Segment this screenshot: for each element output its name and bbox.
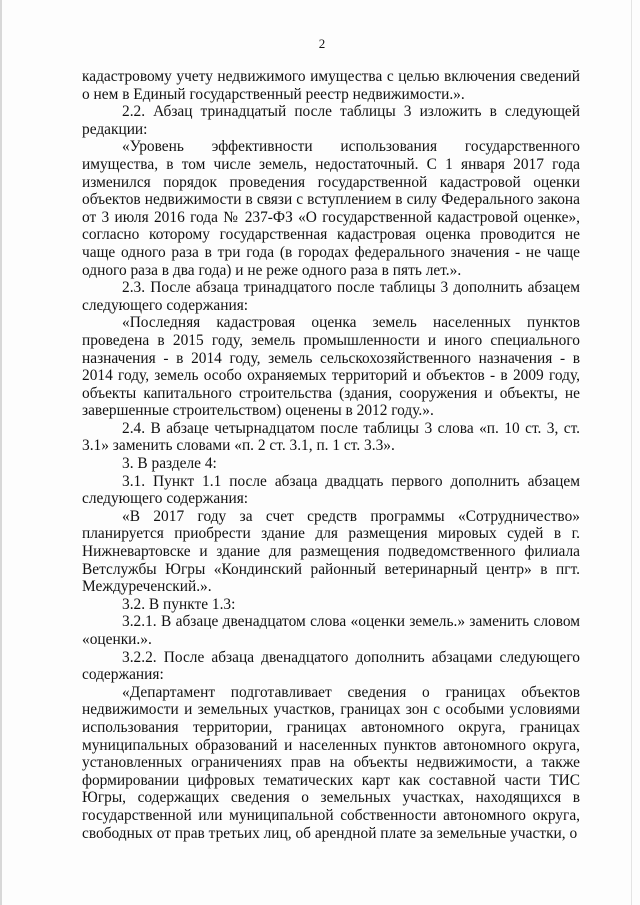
page-number: 2 bbox=[318, 36, 326, 51]
paragraph-3-1: 3.1. Пункт 1.1 после абзаца двадцать первого дополнить абзацем следующего содержания: bbox=[82, 472, 580, 508]
paragraph-3-2-2: 3.2.2. После абзаца двенадцатого дополнить абзацами следующего содержания: bbox=[82, 648, 580, 684]
paragraph-2-2: 2.2. Абзац тринадцатый после таблицы 3 изложить в следующей редакции: bbox=[82, 103, 580, 138]
paragraph-quote-2017: «В 2017 году за счет средств программы «Сотрудничество» планируется приобрести здание для размещения мировых судей в г. Нижневартовске и здание для размещения подведомственного филиала Ветслужбы Югры «Кондинский районный ветеринарный центр» в пгт. Междуреченский.». bbox=[82, 507, 580, 596]
paragraph-2-3: 2.3. После абзаца тринадцатого после таблицы 3 дополнить абзацем следующего содержания: bbox=[82, 279, 580, 314]
document-body bbox=[82, 68, 580, 842]
paragraph-quote-department: «Департамент подготавливает сведения о границах объектов недвижимости и земельных участков, границах зон с особыми условиями использования территории, границах автономного округа, границах муниципальных образований и населенных пунктов автономного округа, установленных ограничениях прав на объекты недвижимости, а также формировании цифровых тематических карт как составной части ТИС Югры, содержащих сведения о земельных участках, находящихся в государственной или муниципальной собственности автономного округа, свободных от прав третьих лиц, об арендной плате за земельные участки, о bbox=[82, 683, 580, 842]
paragraph-continuation: кадастровому учету недвижимого имущества с целью включения сведений о нем в Единый государственный реестр недвижимости.». bbox=[82, 68, 580, 103]
paragraph-3-2-1: 3.2.1. В абзаце двенадцатом слова «оценки земель.» заменить словом «оценки.». bbox=[82, 613, 580, 648]
paragraph-3: 3. В разделе 4: bbox=[122, 455, 217, 473]
paragraph-quote-efficiency: «Уровень эффективности использования государственного имущества, в том числе земель, недостаточный. С 1 января 2017 года изменился порядок проведения государственной кадастровой оценки объектов недвижимости в связи с вступлением в силу Федерального закона от 3 июля 2016 года № 237-ФЗ «О государственной кадастровой оценке», согласно которому государственная кадастровая оценка проводится не чаще одного раза в три года (в городах федерального значения - не чаще одного раза в два года) и не реже одного раза в пять лет.». bbox=[82, 138, 580, 279]
paragraph-quote-last-valuation: «Последняя кадастровая оценка земель населенных пунктов проведена в 2015 году, земель промышленности и иного специального назначения - в 2014 году, земель сельскохозяйственного назначения - в 2014 году, земель особо охраняемых территорий и объектов - в 2009 году, объекты капитального строительства (здания, сооружения и объекты, не завершенные строительством) оценены в 2012 году.». bbox=[82, 314, 580, 420]
paragraph-2-4: 2.4. В абзаце четырнадцатом после таблицы 3 слова «п. 10 ст. 3, ст. 3.1» заменить словами «п. 2 ст. 3.1, п. 1 ст. 3.3». bbox=[82, 419, 580, 455]
paragraph-3-2: 3.2. В пункте 1.3: bbox=[122, 595, 236, 613]
scan-edge-line bbox=[631, 0, 632, 905]
